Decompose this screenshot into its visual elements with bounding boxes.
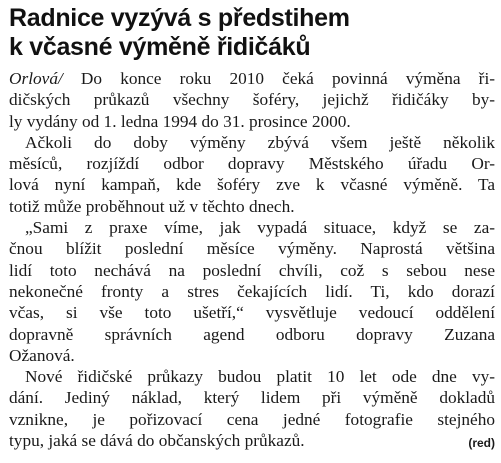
text-line: dání. Jediný náklad, který lidem při výměně dokladů (9, 388, 495, 408)
article-headline (9, 4, 495, 62)
text-fragment: typu, jaká se dává do občanských průkazů. (9, 431, 305, 451)
text-line: dičských průkazů všechny šoféry, jejichž řidičáky by- (9, 90, 495, 110)
text-line (9, 68, 495, 89)
text-line-last (9, 430, 495, 454)
text-line: lová nyní kampaň, kde šoféry zve k včasné výměně. Ta (9, 175, 495, 195)
text-fragment: Do konce roku 2010 čeká povinná výměna ři- (62, 69, 495, 88)
dateline: Orlová/ (9, 69, 63, 88)
text-line: totiž může proběhnout už v těchto dnech. (9, 196, 295, 216)
text-line: „Sami z praxe víme, jak vypadá situace, když se za- (25, 218, 495, 238)
paragraph-1 (9, 68, 495, 132)
text-line: ly vydány od 1. ledna 1994 do 31. prosince 2000. (9, 111, 351, 131)
text-line: vznikne, je pořizovací cena jedné fotografie stejného (9, 409, 495, 429)
article-body (9, 68, 495, 454)
paragraph-3 (9, 217, 495, 366)
text-line: Nové řidičské průkazy budou platit 10 let ode dne vy- (25, 367, 495, 387)
headline-line-1: Radnice vyzývá s předstihem (9, 4, 350, 32)
text-line: měsíců, rozjíždí odbor dopravy Městského úřadu Or- (9, 154, 495, 174)
paragraph-4 (9, 366, 495, 454)
text-line: včas, si vše toto ušetří,“ vysvětluje vedoucí oddělení (9, 303, 495, 323)
text-line: Ačkoli do doby výměny zbývá všem ještě několik (25, 132, 495, 152)
text-line: nekonečné fronty a stres čekajících lidí. Ti, kdo dorazí (9, 281, 495, 301)
text-line: dopravně správních agend odboru dopravy Zuzana (9, 324, 495, 344)
headline-line-2: k včasné výměně řidičáků (9, 33, 311, 61)
paragraph-2 (9, 132, 495, 217)
author-byline: (red) (468, 436, 495, 451)
text-line: lidí toto nechává na poslední chvíli, což s sebou nese (9, 260, 495, 280)
text-line: čnou blížit poslední měsíce výměny. Naprostá většina (9, 239, 495, 259)
text-line: Ožanová. (9, 345, 75, 365)
